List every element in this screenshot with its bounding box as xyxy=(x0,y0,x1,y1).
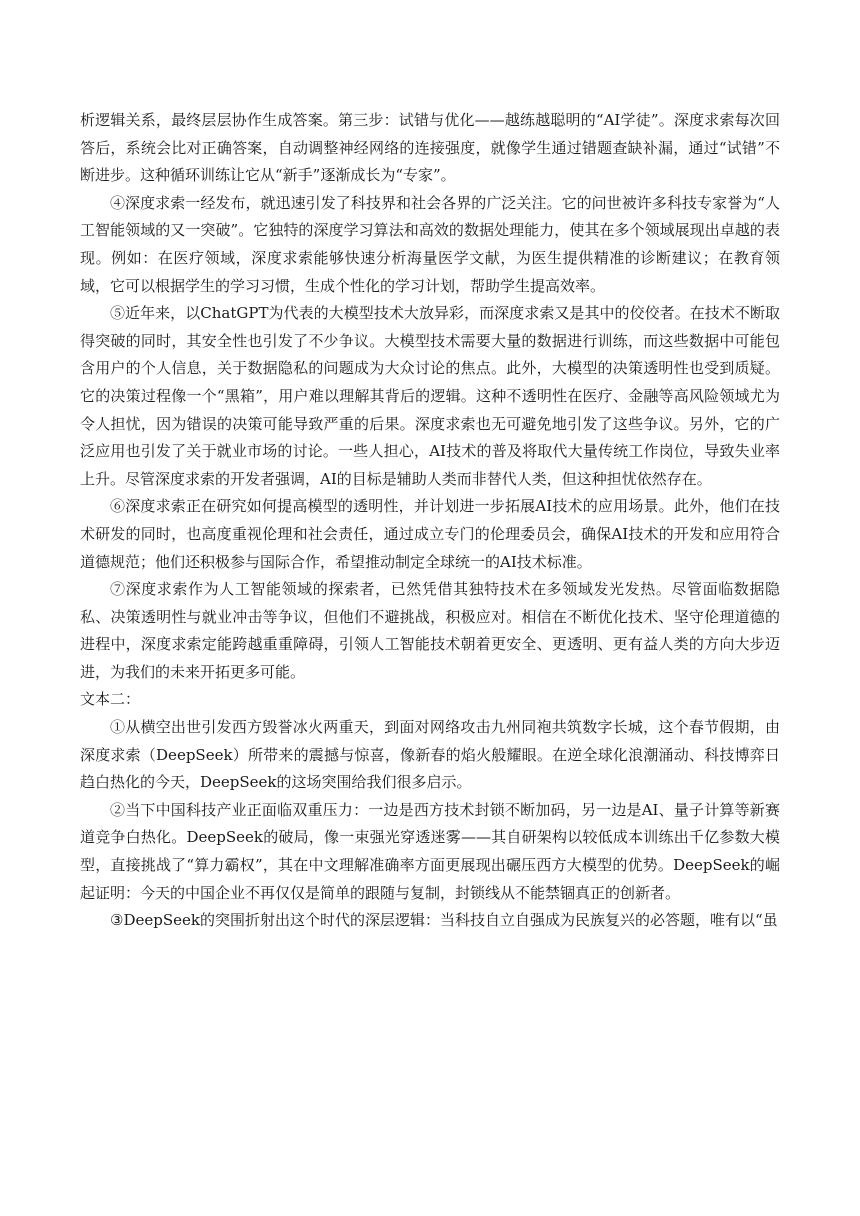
text1-paragraph-6: ⑥深度求索正在研究如何提高模型的透明性，并计划进一步拓展AI技术的应用场景。此外，他们在技术研发的同时，也高度重视伦理和社会责任，通过成立专门的伦理委员会，确保AI技术的开发和应用符合道德规范；他们还积极参与国际合作，希望推动制定全球统一的AI技术标准。 xyxy=(80,497,780,571)
text2-paragraph-1: ①从横空出世引发西方毁誉冰火两重天，到面对网络攻击九州同袍共筑数字长城，这个春节假期，由深度求索（DeepSeek）所带来的震撼与惊喜，像新春的焰火般耀眼。在逆全球化浪潮涌动、科技博弈日趋白热化的今天，DeepSeek的这场突围给我们很多启示。 xyxy=(80,718,780,792)
text1-paragraph-4: ④深度求索一经发布，就迅速引发了科技界和社会各界的广泛关注。它的问世被许多科技专家誉为“人工智能领域的又一突破”。它独特的深度学习算法和高效的数据处理能力，使其在多个领域展现出卓越的表现。例如：在医疗领域，深度求索能够快速分析海量医学文献，为医生提供精准的诊断建议；在教育领域，它可以根据学生的学习习惯，生成个性化的学习计划，帮助学生提高效率。 xyxy=(80,193,780,295)
text2-paragraph-3: ③DeepSeek的突围折射出这个时代的深层逻辑：当科技自立自强成为民族复兴的必答题，唯有以“虽 xyxy=(110,911,778,930)
text1-paragraph-5: ⑤近年来，以ChatGPT为代表的大模型技术大放异彩，而深度求索又是其中的佼佼者。在技术不断取得突破的同时，其安全性也引发了不少争议。大模型技术需要大量的数据进行训练，而这些数据中可能包含用户的个人信息，关于数据隐私的问题成为大众讨论的焦点。此外，大模型的决策透明性也受到质疑。它的决策过程像一个“黑箱”，用户难以理解其背后的逻辑。这种不透明性在医疗、金融等高风险领域尤为令人担忧，因为错误的决策可能导致严重的后果。深度求索也无可避免地引发了这些争议。另外，它的广泛应用也引发了关于就业市场的讨论。一些人担心，AI技术的普及将取代大量传统工作岗位，导致失业率上升。尽管深度求索的开发者强调，AI的目标是辅助人类而非替代人类，但这种担忧依然存在。 xyxy=(80,304,780,488)
text2-heading: 文本二： xyxy=(80,690,141,709)
document-body xyxy=(80,107,780,935)
text1-continuation-paragraph: 析逻辑关系，最终层层协作生成答案。第三步：试错与优化——越练越聪明的“AI学徒”。深度求索每次回答后，系统会比对正确答案，自动调整神经网络的连接强度，就像学生通过错题查缺补漏，通过“试错”不断进步。这种循环训练让它从“新手”逐渐成长为“专家”。 xyxy=(80,111,780,185)
text2-paragraph-2: ②当下中国科技产业正面临双重压力：一边是西方技术封锁不断加码，另一边是AI、量子计算等新赛道竞争白热化。DeepSeek的破局，像一束强光穿透迷雾——其自研架构以较低成本训练出千亿参数大模型，直接挑战了“算力霸权”，其在中文理解准确率方面更展现出碾压西方大模型的优势。DeepSeek的崛起证明：今天的中国企业不再仅仅是简单的跟随与复制，封锁线从不能禁锢真正的创新者。 xyxy=(80,800,780,902)
text1-paragraph-7: ⑦深度求索作为人工智能领域的探索者，已然凭借其独特技术在多领域发光发热。尽管面临数据隐私、决策透明性与就业冲击等争议，但他们不避挑战，积极应对。相信在不断优化技术、坚守伦理道德的进程中，深度求索定能跨越重重障碍，引领人工智能技术朝着更安全、更透明、更有益人类的方向大步迈进，为我们的未来开拓更多可能。 xyxy=(80,580,780,681)
